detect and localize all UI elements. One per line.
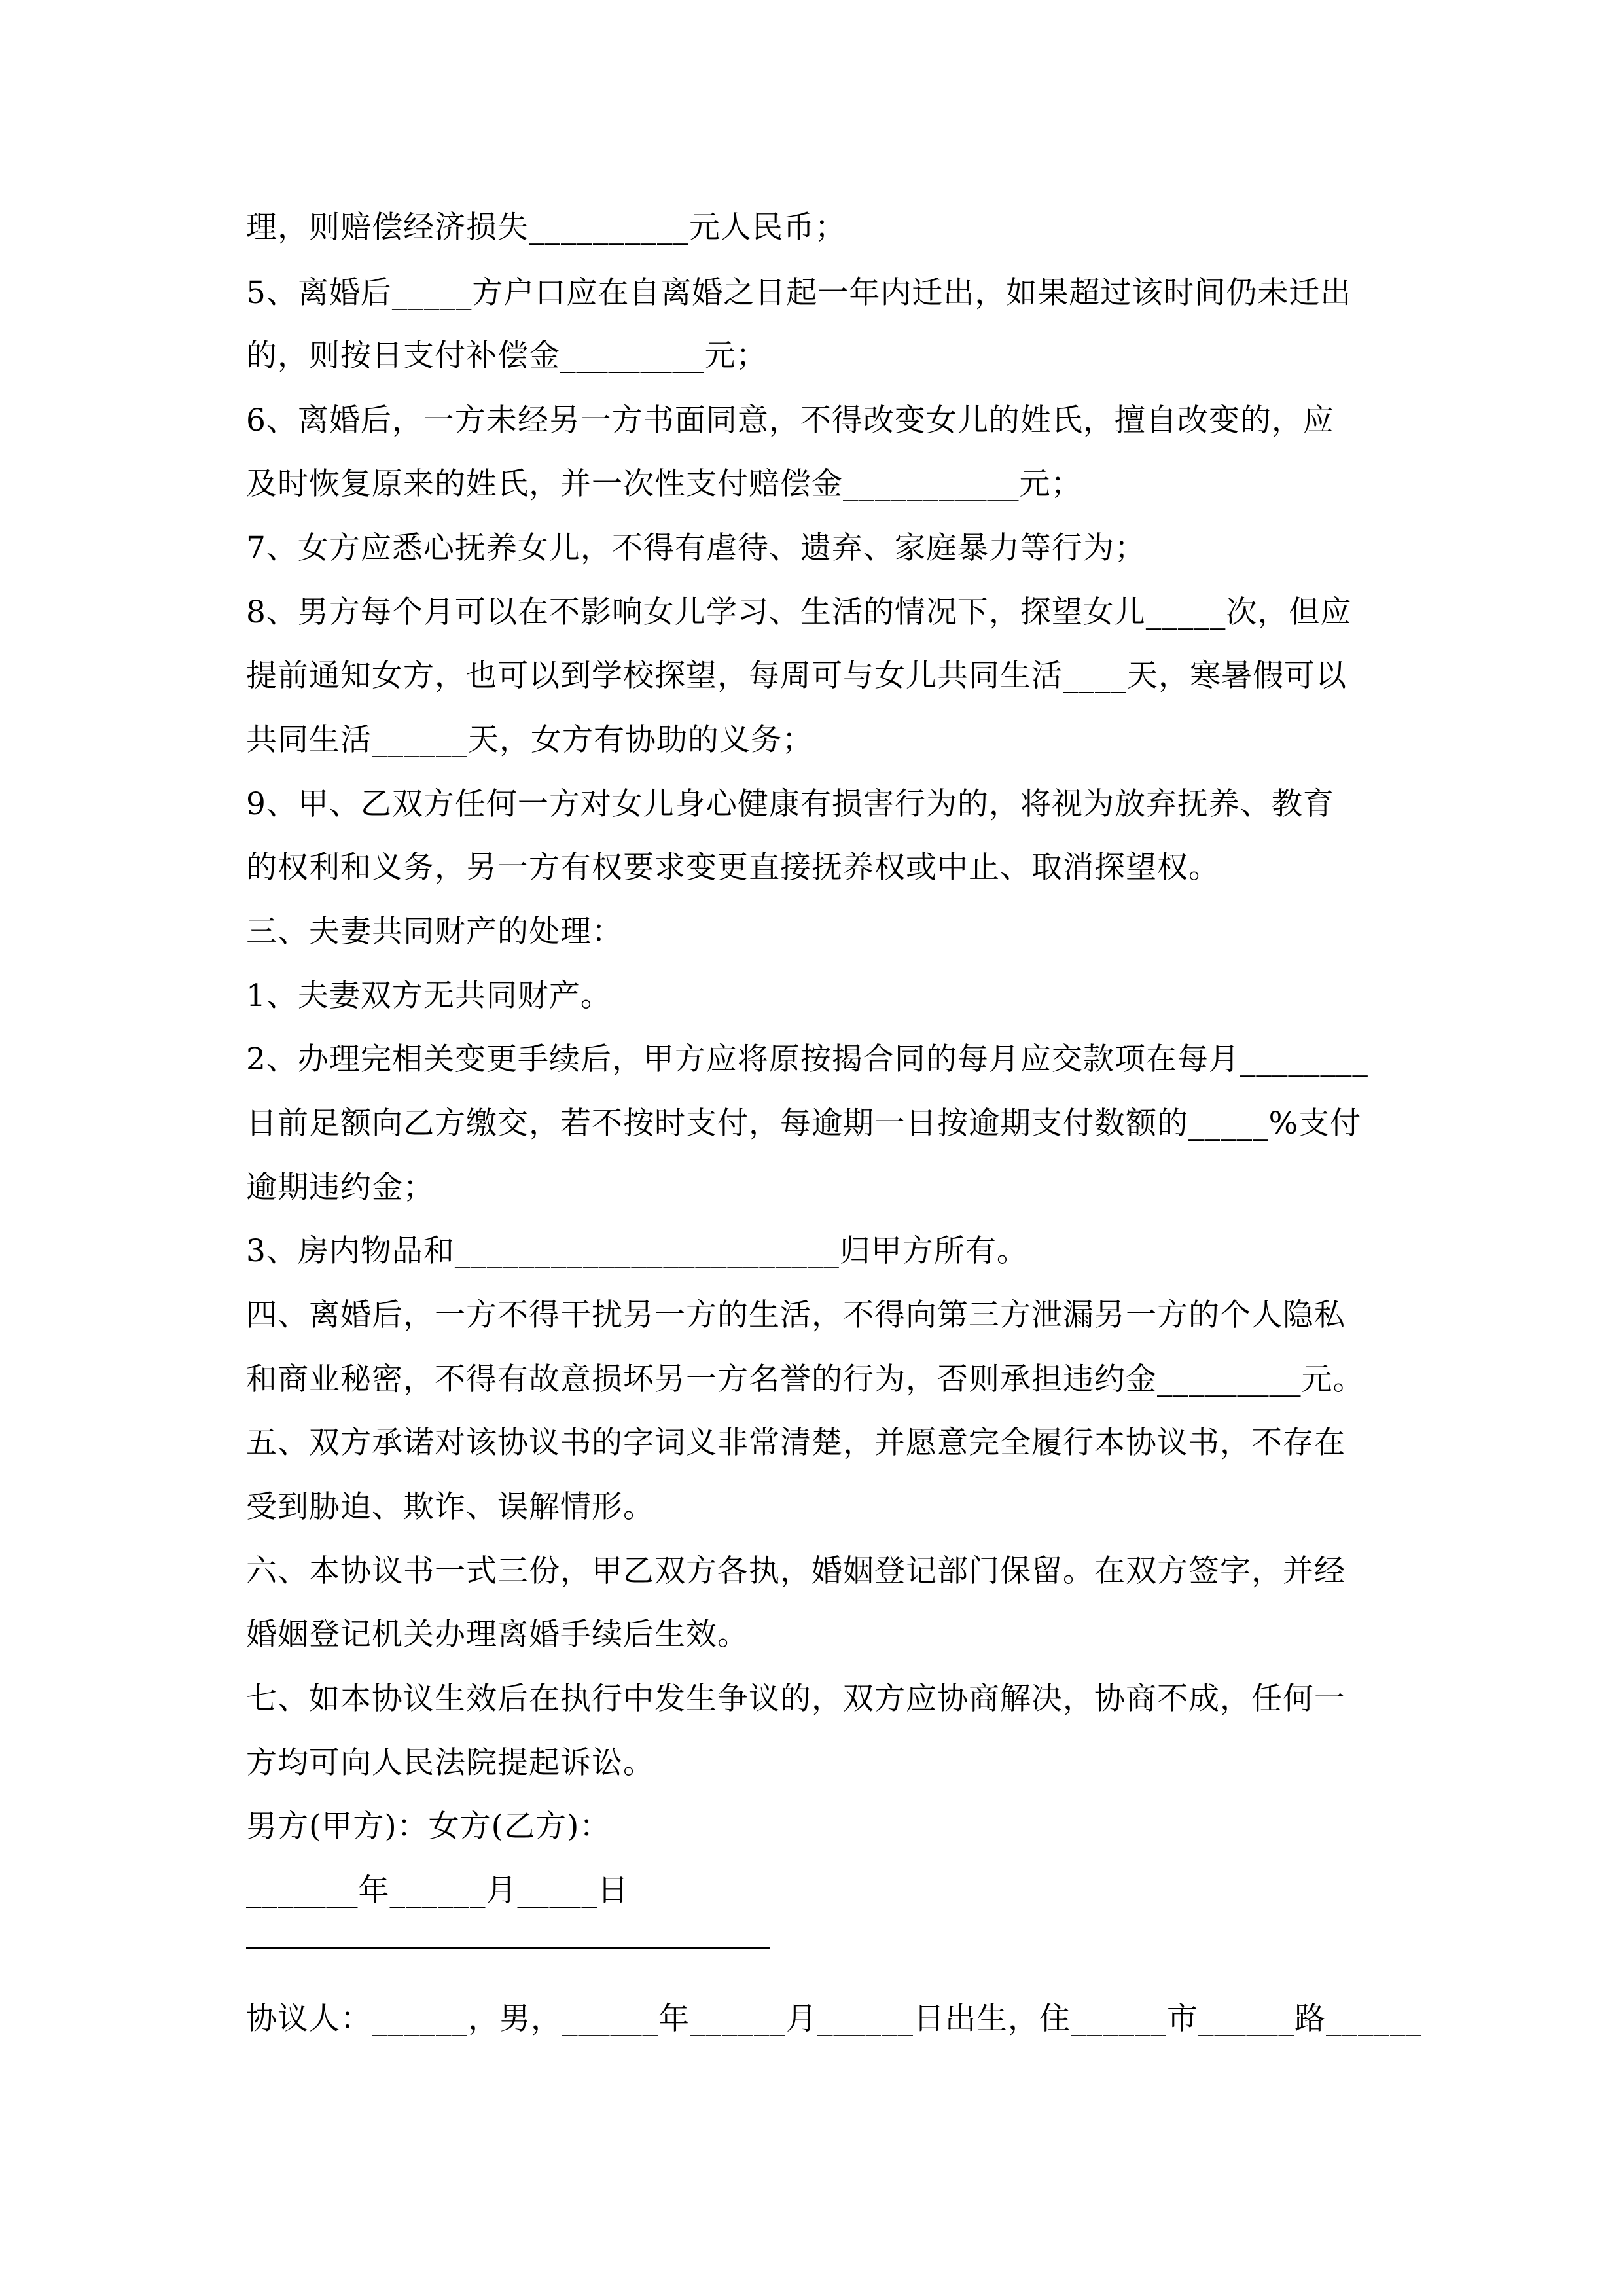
text-line: 3、房内物品和________________________归甲方所有。 [246, 1233, 1028, 1269]
text-line: 8、男方每个月可以在不影响女儿学习、生活的情况下，探望女儿_____次，但应 [246, 594, 1352, 630]
text-line: 9、甲、乙双方任何一方对女儿身心健康有损害行为的，将视为放弃抚养、教育 [246, 786, 1334, 822]
text-line: 五、双方承诺对该协议书的字词义非常清楚，并愿意完全履行本协议书，不存在 [246, 1425, 1346, 1461]
text-line: 三、夫妻共同财产的处理： [246, 914, 623, 950]
text-line: 七、如本协议生效后在执行中发生争议的，双方应协商解决，协商不成，任何一 [246, 1681, 1346, 1717]
text-line: 6、离婚后，一方未经另一方书面同意，不得改变女儿的姓氏，擅自改变的，应 [246, 403, 1334, 439]
text-line: 六、本协议书一式三份，甲乙双方各执，婚姻登记部门保留。在双方签字，并经 [246, 1553, 1346, 1589]
text-line: 协议人：______，男，______年______月______日出生，住______市______路______ [246, 2001, 1422, 2037]
text-line: 7、女方应悉心抚养女儿，不得有虐待、遗弃、家庭暴力等行为； [246, 530, 1146, 566]
text-line: 共同生活______天，女方有协助的义务； [246, 722, 813, 758]
text-line: 婚姻登记机关办理离婚手续后生效。 [246, 1617, 749, 1653]
text-line: 提前通知女方，也可以到学校探望，每周可与女儿共同生活____天，寒暑假可以 [246, 658, 1347, 694]
text-line: 和商业秘密，不得有故意损坏另一方名誉的行为，否则承担违约金_________元。 [246, 1361, 1364, 1397]
text-line: 逾期违约金； [246, 1170, 435, 1206]
text-line: 2、办理完相关变更手续后，甲方应将原按揭合同的每月应交款项在每月________ [246, 1041, 1368, 1077]
text-line: 男方(甲方)：女方(乙方)： [246, 1808, 611, 1844]
text-line: 5、离婚后_____方户口应在自离婚之日起一年内迁出，如果超过该时间仍未迁出 [246, 275, 1352, 311]
text-line: 理，则赔偿经济损失__________元人民币； [246, 209, 846, 245]
text-line: 四、离婚后，一方不得干扰另一方的生活，不得向第三方泄漏另一方的个人隐私 [246, 1297, 1346, 1333]
text-line: 及时恢复原来的姓氏，并一次性支付赔偿金___________元； [246, 466, 1082, 502]
text-line: 1、夫妻双方无共同财产。 [246, 978, 612, 1014]
text-line: 的，则按日支付补偿金_________元； [246, 338, 768, 374]
text-line: 方均可向人民法院提起诉讼。 [246, 1745, 654, 1781]
text-line: 的权利和义务，另一方有权要求变更直接抚养权或中止、取消探望权。 [246, 850, 1220, 886]
text-line: 受到胁迫、欺诈、误解情形。 [246, 1489, 654, 1525]
text-line: 日前足额向乙方缴交，若不按时支付，每逾期一日按逾期支付数额的_____%支付 [246, 1105, 1362, 1141]
text-line [246, 1947, 770, 1949]
text-line: _______年______月_____日 [246, 1873, 629, 1909]
